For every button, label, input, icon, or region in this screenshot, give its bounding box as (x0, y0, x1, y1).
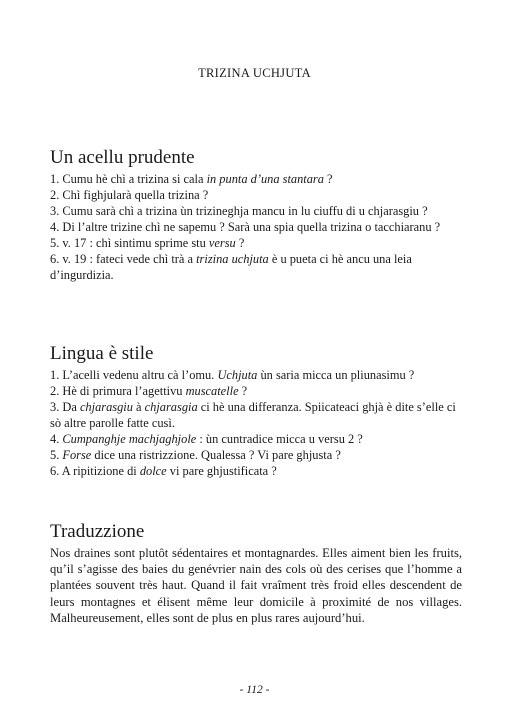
section-lingua-e-stile (50, 343, 462, 479)
question-text: : ùn cuntradice micca u versu 2 ? (196, 432, 363, 446)
question-item (50, 383, 462, 399)
question-list (50, 367, 462, 479)
section-heading: Lingua è stile (50, 343, 154, 364)
italic-term: versu (208, 236, 236, 250)
question-text: ci hè una differanza. Spiicateaci ghjà è dite s’elle ci sò altre parolle fatte cusì. (50, 400, 456, 430)
translation-paragraph: Nos draines sont plutôt sédentaires et montagnardes. Elles aiment bien les fruits, qu’il s’agisse des baies du genévrier nain des cols où des cerises que l’homme a plantées souvent très haut. Quand il fait vraîment très froid elles descendent de leurs montagnes et élisent même leur domicile à proximité de nos villages. Malheureusement, elles sont de plus en plus rares aujourd’hui. (50, 546, 462, 625)
question-item (50, 203, 462, 219)
question-text: 5. v. 17 : chì sintimu sprime stu (50, 236, 209, 250)
section-heading: Traduzzione (50, 521, 145, 542)
italic-term: trizina uchjuta (196, 252, 269, 266)
italic-term: chjarasgiu (79, 400, 133, 414)
question-text: ? (323, 172, 333, 186)
question-item (50, 187, 462, 203)
question-text: 2. Chì fighjularà quella trizina ? (50, 188, 209, 202)
italic-term: chjarasgia (144, 400, 198, 414)
question-text: 4. (50, 432, 63, 446)
question-text: 6. v. 19 : fateci vede chì trà a (50, 252, 197, 266)
question-text: à (132, 400, 145, 414)
question-text: ùn saria micca un pliunasimu ? (257, 368, 415, 382)
question-item (50, 235, 462, 251)
question-item (50, 171, 462, 187)
question-text: 6. A ripitizione di (50, 464, 140, 478)
italic-term: in punta d’una stantara (206, 172, 324, 186)
question-text: 1. L’acelli vedenu altru cà l’omu. (50, 368, 218, 382)
question-text: ? (238, 384, 248, 398)
question-text: 4. Di l’altre trizine chì ne sapemu ? Sarà una spia quella trizina o tacchiaranu ? (50, 220, 441, 234)
page-number: - 112 - (239, 684, 270, 696)
question-item (50, 447, 462, 463)
italic-term: Forse (62, 448, 92, 462)
question-item (50, 367, 462, 383)
section-traduzzione (50, 521, 462, 626)
italic-term: muscatelle (185, 384, 239, 398)
running-title: TRIZINA UCHJUTA (198, 66, 311, 80)
section-un-acellu-prudente (50, 147, 462, 283)
question-text: 2. Hè di primura l’agettivu (50, 384, 186, 398)
question-text: 3. Cumu sarà chì a trizina ùn trizineghja mancu in lu ciuffu di u chjarasgiu ? (50, 204, 428, 218)
question-text: ? (235, 236, 245, 250)
italic-term: Uchjuta (217, 368, 258, 382)
question-list (50, 171, 462, 283)
question-item (50, 219, 462, 235)
question-text: è u pueta ci hè ancu una leia d’ingurdizia. (50, 252, 412, 282)
italic-term: dolce (139, 464, 167, 478)
question-text: 1. Cumu hè chì a trizina si cala (50, 172, 207, 186)
question-text: 3. Da (50, 400, 80, 414)
section-heading: Un acellu prudente (50, 147, 195, 168)
question-text: dice una ristrizzione. Qualessa ? Vi pare ghjusta ? (91, 448, 341, 462)
italic-term: Cumpanghje machjaghjole (62, 432, 197, 446)
question-item (50, 431, 462, 447)
question-item (50, 251, 462, 283)
question-text: vi pare ghjustificata ? (166, 464, 277, 478)
question-item (50, 463, 462, 479)
question-item (50, 399, 462, 431)
question-text: 5. (50, 448, 63, 462)
